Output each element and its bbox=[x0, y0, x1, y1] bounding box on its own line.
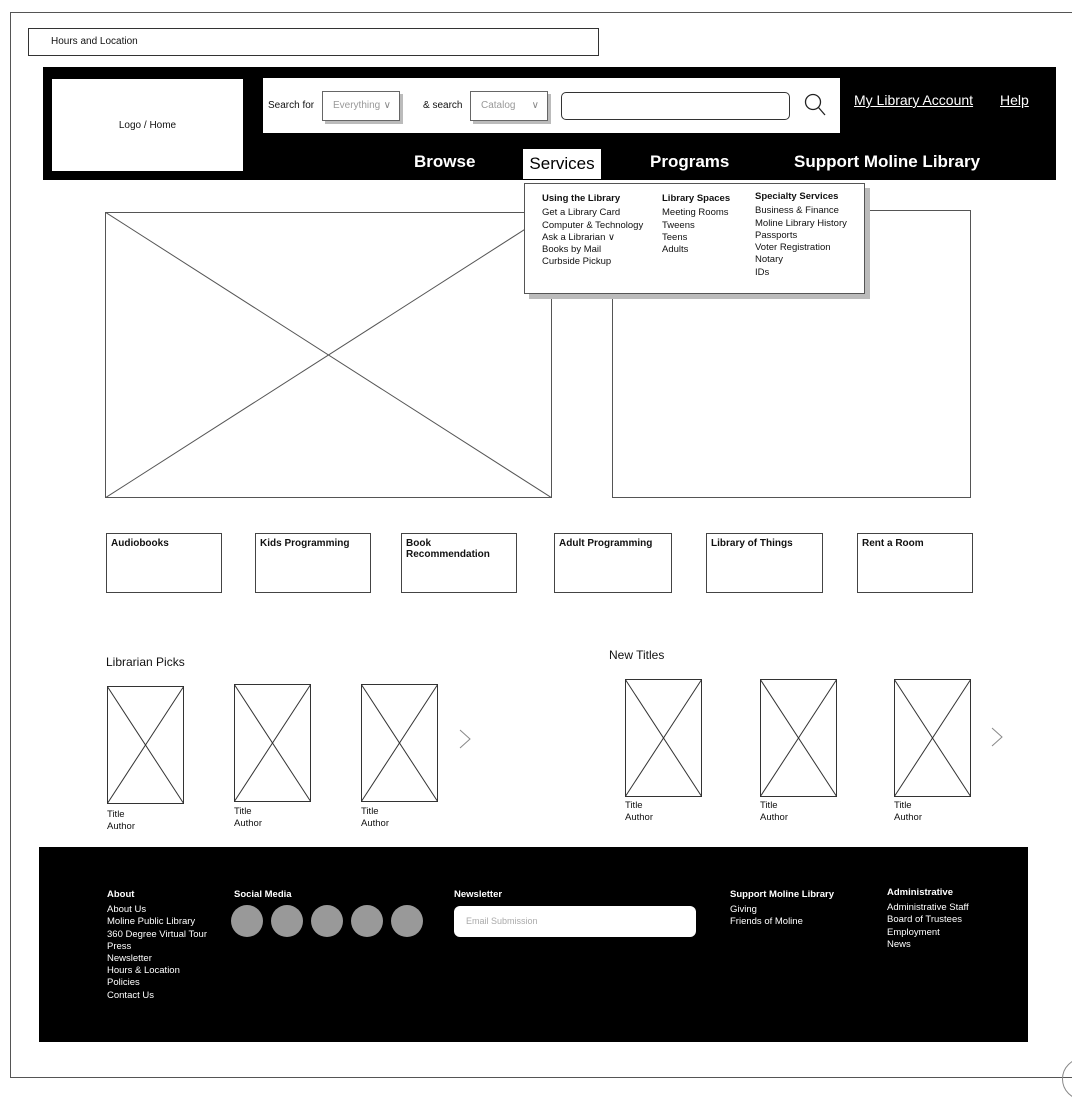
search-for-label: Search for bbox=[268, 100, 315, 111]
menu-column-specialty-services bbox=[755, 191, 847, 279]
menu-column-library-spaces bbox=[662, 193, 730, 256]
menu-item[interactable]: Moline Library History bbox=[755, 217, 847, 229]
menu-item[interactable]: Business & Finance bbox=[755, 205, 839, 217]
social-media-icon[interactable] bbox=[311, 905, 343, 937]
librarian-picks-heading: Librarian Picks bbox=[106, 655, 185, 669]
hero-image-placeholder[interactable] bbox=[105, 212, 552, 498]
menu-item[interactable]: Curbside Pickup bbox=[542, 256, 612, 268]
chevron-down-icon: ∨ bbox=[383, 100, 391, 111]
book-author: Author bbox=[625, 812, 653, 823]
social-media-icon[interactable] bbox=[351, 905, 383, 937]
search-panel bbox=[263, 78, 840, 133]
menu-item[interactable]: Teens bbox=[662, 231, 688, 243]
logo-home-link[interactable]: Logo / Home bbox=[52, 79, 243, 171]
footer-link[interactable]: Press bbox=[107, 940, 132, 952]
search-input[interactable] bbox=[561, 92, 790, 120]
footer-about-column bbox=[107, 889, 207, 1002]
footer-link[interactable]: Employment bbox=[887, 926, 940, 938]
book-meta bbox=[760, 800, 788, 824]
quick-link-library-of-things[interactable]: Library of Things bbox=[706, 533, 823, 593]
menu-heading: Specialty Services bbox=[755, 191, 839, 202]
book-meta bbox=[234, 806, 262, 830]
menu-item[interactable]: Voter Registration bbox=[755, 242, 831, 254]
menu-item[interactable]: Meeting Rooms bbox=[662, 207, 729, 219]
menu-item[interactable]: Ask a Librarian ∨ bbox=[542, 231, 615, 243]
hours-location-bar[interactable]: Hours and Location bbox=[28, 28, 599, 56]
menu-item[interactable]: Get a Library Card bbox=[542, 207, 621, 219]
menu-heading: Using the Library bbox=[542, 193, 621, 204]
book-author: Author bbox=[107, 821, 135, 832]
menu-item[interactable]: Books by Mail bbox=[542, 244, 602, 256]
site-footer bbox=[39, 847, 1028, 1042]
book-meta bbox=[894, 800, 922, 824]
footer-link[interactable]: Giving bbox=[730, 904, 757, 916]
nav-programs[interactable]: Programs bbox=[650, 152, 730, 171]
book-cover-placeholder[interactable] bbox=[107, 686, 184, 804]
book-cover-placeholder[interactable] bbox=[361, 684, 438, 802]
book-author: Author bbox=[894, 812, 922, 823]
and-search-label: & search bbox=[423, 100, 463, 111]
book-meta bbox=[361, 806, 389, 830]
menu-item[interactable]: IDs bbox=[755, 266, 770, 278]
book-title[interactable]: Title bbox=[894, 800, 912, 811]
chevron-right-icon[interactable] bbox=[990, 726, 1004, 748]
footer-social-column bbox=[234, 889, 292, 904]
footer-heading: Social Media bbox=[234, 889, 292, 900]
menu-item[interactable]: Computer & Technology bbox=[542, 219, 644, 231]
footer-link[interactable]: 360 Degree Virtual Tour bbox=[107, 928, 207, 940]
book-title[interactable]: Title bbox=[361, 806, 379, 817]
menu-item[interactable]: Adults bbox=[662, 244, 689, 256]
email-submission-input[interactable]: Email Submission bbox=[454, 906, 696, 937]
help-link[interactable]: Help bbox=[1000, 92, 1029, 108]
footer-link[interactable]: Hours & Location bbox=[107, 965, 180, 977]
footer-heading: Administrative bbox=[887, 887, 953, 898]
site-header bbox=[43, 67, 1056, 180]
scope-select[interactable] bbox=[322, 91, 400, 121]
footer-link[interactable]: Newsletter bbox=[107, 953, 152, 965]
footer-newsletter-column bbox=[454, 889, 502, 904]
nav-support-moline-library[interactable]: Support Moline Library bbox=[794, 152, 981, 171]
menu-item[interactable]: Tweens bbox=[662, 219, 695, 231]
book-cover-placeholder[interactable] bbox=[234, 684, 311, 802]
book-title[interactable]: Title bbox=[107, 809, 125, 820]
search-icon[interactable] bbox=[803, 92, 827, 118]
social-media-icon[interactable] bbox=[271, 905, 303, 937]
menu-item[interactable]: Notary bbox=[755, 254, 783, 266]
footer-support-column bbox=[730, 889, 834, 929]
book-title[interactable]: Title bbox=[760, 800, 778, 811]
footer-link[interactable]: Moline Public Library bbox=[107, 916, 196, 928]
nav-services[interactable]: Services bbox=[523, 149, 601, 179]
quick-link-adult-programming[interactable]: Adult Programming bbox=[554, 533, 672, 593]
book-author: Author bbox=[361, 818, 389, 829]
book-author: Author bbox=[760, 812, 788, 823]
footer-link[interactable]: Friends of Moline bbox=[730, 916, 803, 928]
book-title[interactable]: Title bbox=[625, 800, 643, 811]
quick-link-kids-programming[interactable]: Kids Programming bbox=[255, 533, 371, 593]
source-select-value: Catalog bbox=[481, 100, 516, 111]
footer-heading: About bbox=[107, 889, 135, 900]
services-dropdown-menu bbox=[524, 183, 865, 294]
quick-link-book-recommendation[interactable]: Book Recommendation bbox=[401, 533, 517, 593]
quick-link-audiobooks[interactable]: Audiobooks bbox=[106, 533, 222, 593]
menu-column-using-the-library bbox=[542, 193, 643, 269]
nav-browse[interactable]: Browse bbox=[414, 152, 476, 171]
footer-link[interactable]: Board of Trustees bbox=[887, 914, 962, 926]
footer-heading: Newsletter bbox=[454, 889, 503, 900]
book-cover-placeholder[interactable] bbox=[760, 679, 837, 797]
footer-link[interactable]: Administrative Staff bbox=[887, 902, 969, 914]
scope-select-value: Everything bbox=[333, 100, 381, 111]
footer-link[interactable]: News bbox=[887, 938, 911, 950]
footer-administrative-column bbox=[887, 887, 969, 951]
social-media-icon[interactable] bbox=[391, 905, 423, 937]
footer-heading: Support Moline Library bbox=[730, 889, 834, 900]
new-titles-heading: New Titles bbox=[609, 648, 665, 662]
menu-heading: Library Spaces bbox=[662, 193, 731, 204]
footer-link[interactable]: About Us bbox=[107, 904, 147, 916]
chevron-down-icon: ∨ bbox=[531, 100, 539, 111]
my-library-account-link[interactable]: My Library Account bbox=[854, 92, 974, 108]
book-title[interactable]: Title bbox=[234, 806, 252, 817]
chevron-right-icon[interactable] bbox=[458, 728, 472, 750]
footer-link[interactable]: Policies bbox=[107, 977, 140, 989]
book-cover-placeholder[interactable] bbox=[625, 679, 702, 797]
quick-link-rent-a-room[interactable]: Rent a Room bbox=[857, 533, 973, 593]
book-meta bbox=[625, 800, 653, 824]
footer-link[interactable]: Contact Us bbox=[107, 989, 154, 1001]
menu-item[interactable]: Passports bbox=[755, 229, 798, 241]
book-meta bbox=[107, 809, 135, 833]
book-author: Author bbox=[234, 818, 262, 829]
book-cover-placeholder[interactable] bbox=[894, 679, 971, 797]
source-select[interactable] bbox=[470, 91, 548, 121]
social-media-icon[interactable] bbox=[231, 905, 263, 937]
